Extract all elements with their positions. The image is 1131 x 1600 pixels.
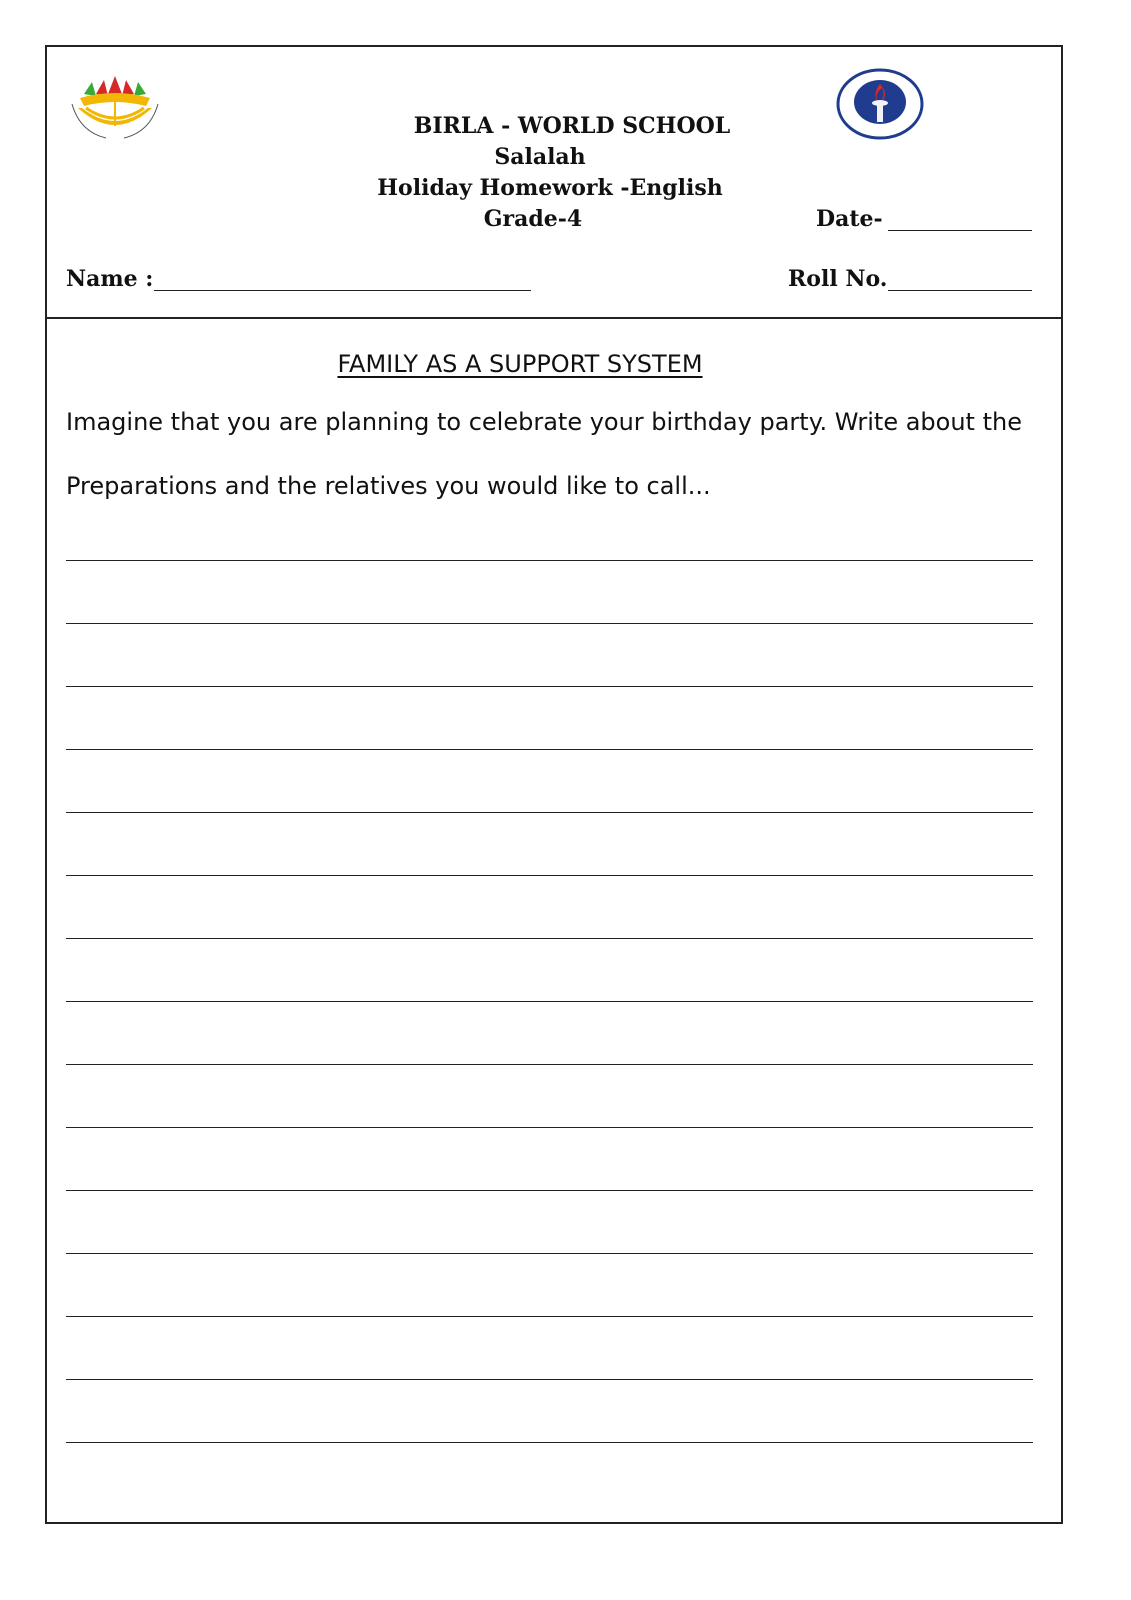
writing-line[interactable] (66, 938, 1033, 939)
page-frame (45, 45, 1063, 1524)
header-divider (45, 317, 1063, 319)
writing-line[interactable] (66, 1001, 1033, 1002)
name-blank[interactable] (154, 290, 531, 291)
school-name: BIRLA - WORLD SCHOOL (413, 113, 731, 139)
roll-number-blank[interactable] (888, 290, 1032, 291)
writing-line[interactable] (66, 812, 1033, 813)
writing-line[interactable] (66, 1190, 1033, 1191)
writing-line[interactable] (66, 560, 1033, 561)
school-logo-left (66, 70, 164, 140)
writing-line[interactable] (66, 749, 1033, 750)
writing-line[interactable] (66, 1127, 1033, 1128)
roll-number-label: Roll No. (788, 266, 888, 292)
date-blank[interactable] (888, 230, 1032, 231)
homework-subject: Holiday Homework -English (377, 175, 723, 201)
worksheet-title-text: FAMILY AS A SUPPORT SYSTEM (337, 350, 703, 378)
writing-line[interactable] (66, 1442, 1033, 1443)
writing-line[interactable] (66, 1064, 1033, 1065)
prompt-line-2: Preparations and the relatives you would like to call... (66, 472, 711, 500)
worksheet-title (0, 350, 1040, 378)
date-label: Date- (816, 206, 883, 232)
writing-line[interactable] (66, 1316, 1033, 1317)
writing-line[interactable] (66, 623, 1033, 624)
name-label: Name : (66, 266, 154, 292)
school-logo-right (834, 66, 926, 142)
writing-line[interactable] (66, 686, 1033, 687)
school-location: Salalah (494, 144, 586, 170)
prompt-line-1: Imagine that you are planning to celebrate your birthday party. Write about the (66, 408, 1022, 436)
writing-line[interactable] (66, 1379, 1033, 1380)
grade-label: Grade-4 (483, 206, 583, 232)
writing-line[interactable] (66, 875, 1033, 876)
writing-line[interactable] (66, 1253, 1033, 1254)
